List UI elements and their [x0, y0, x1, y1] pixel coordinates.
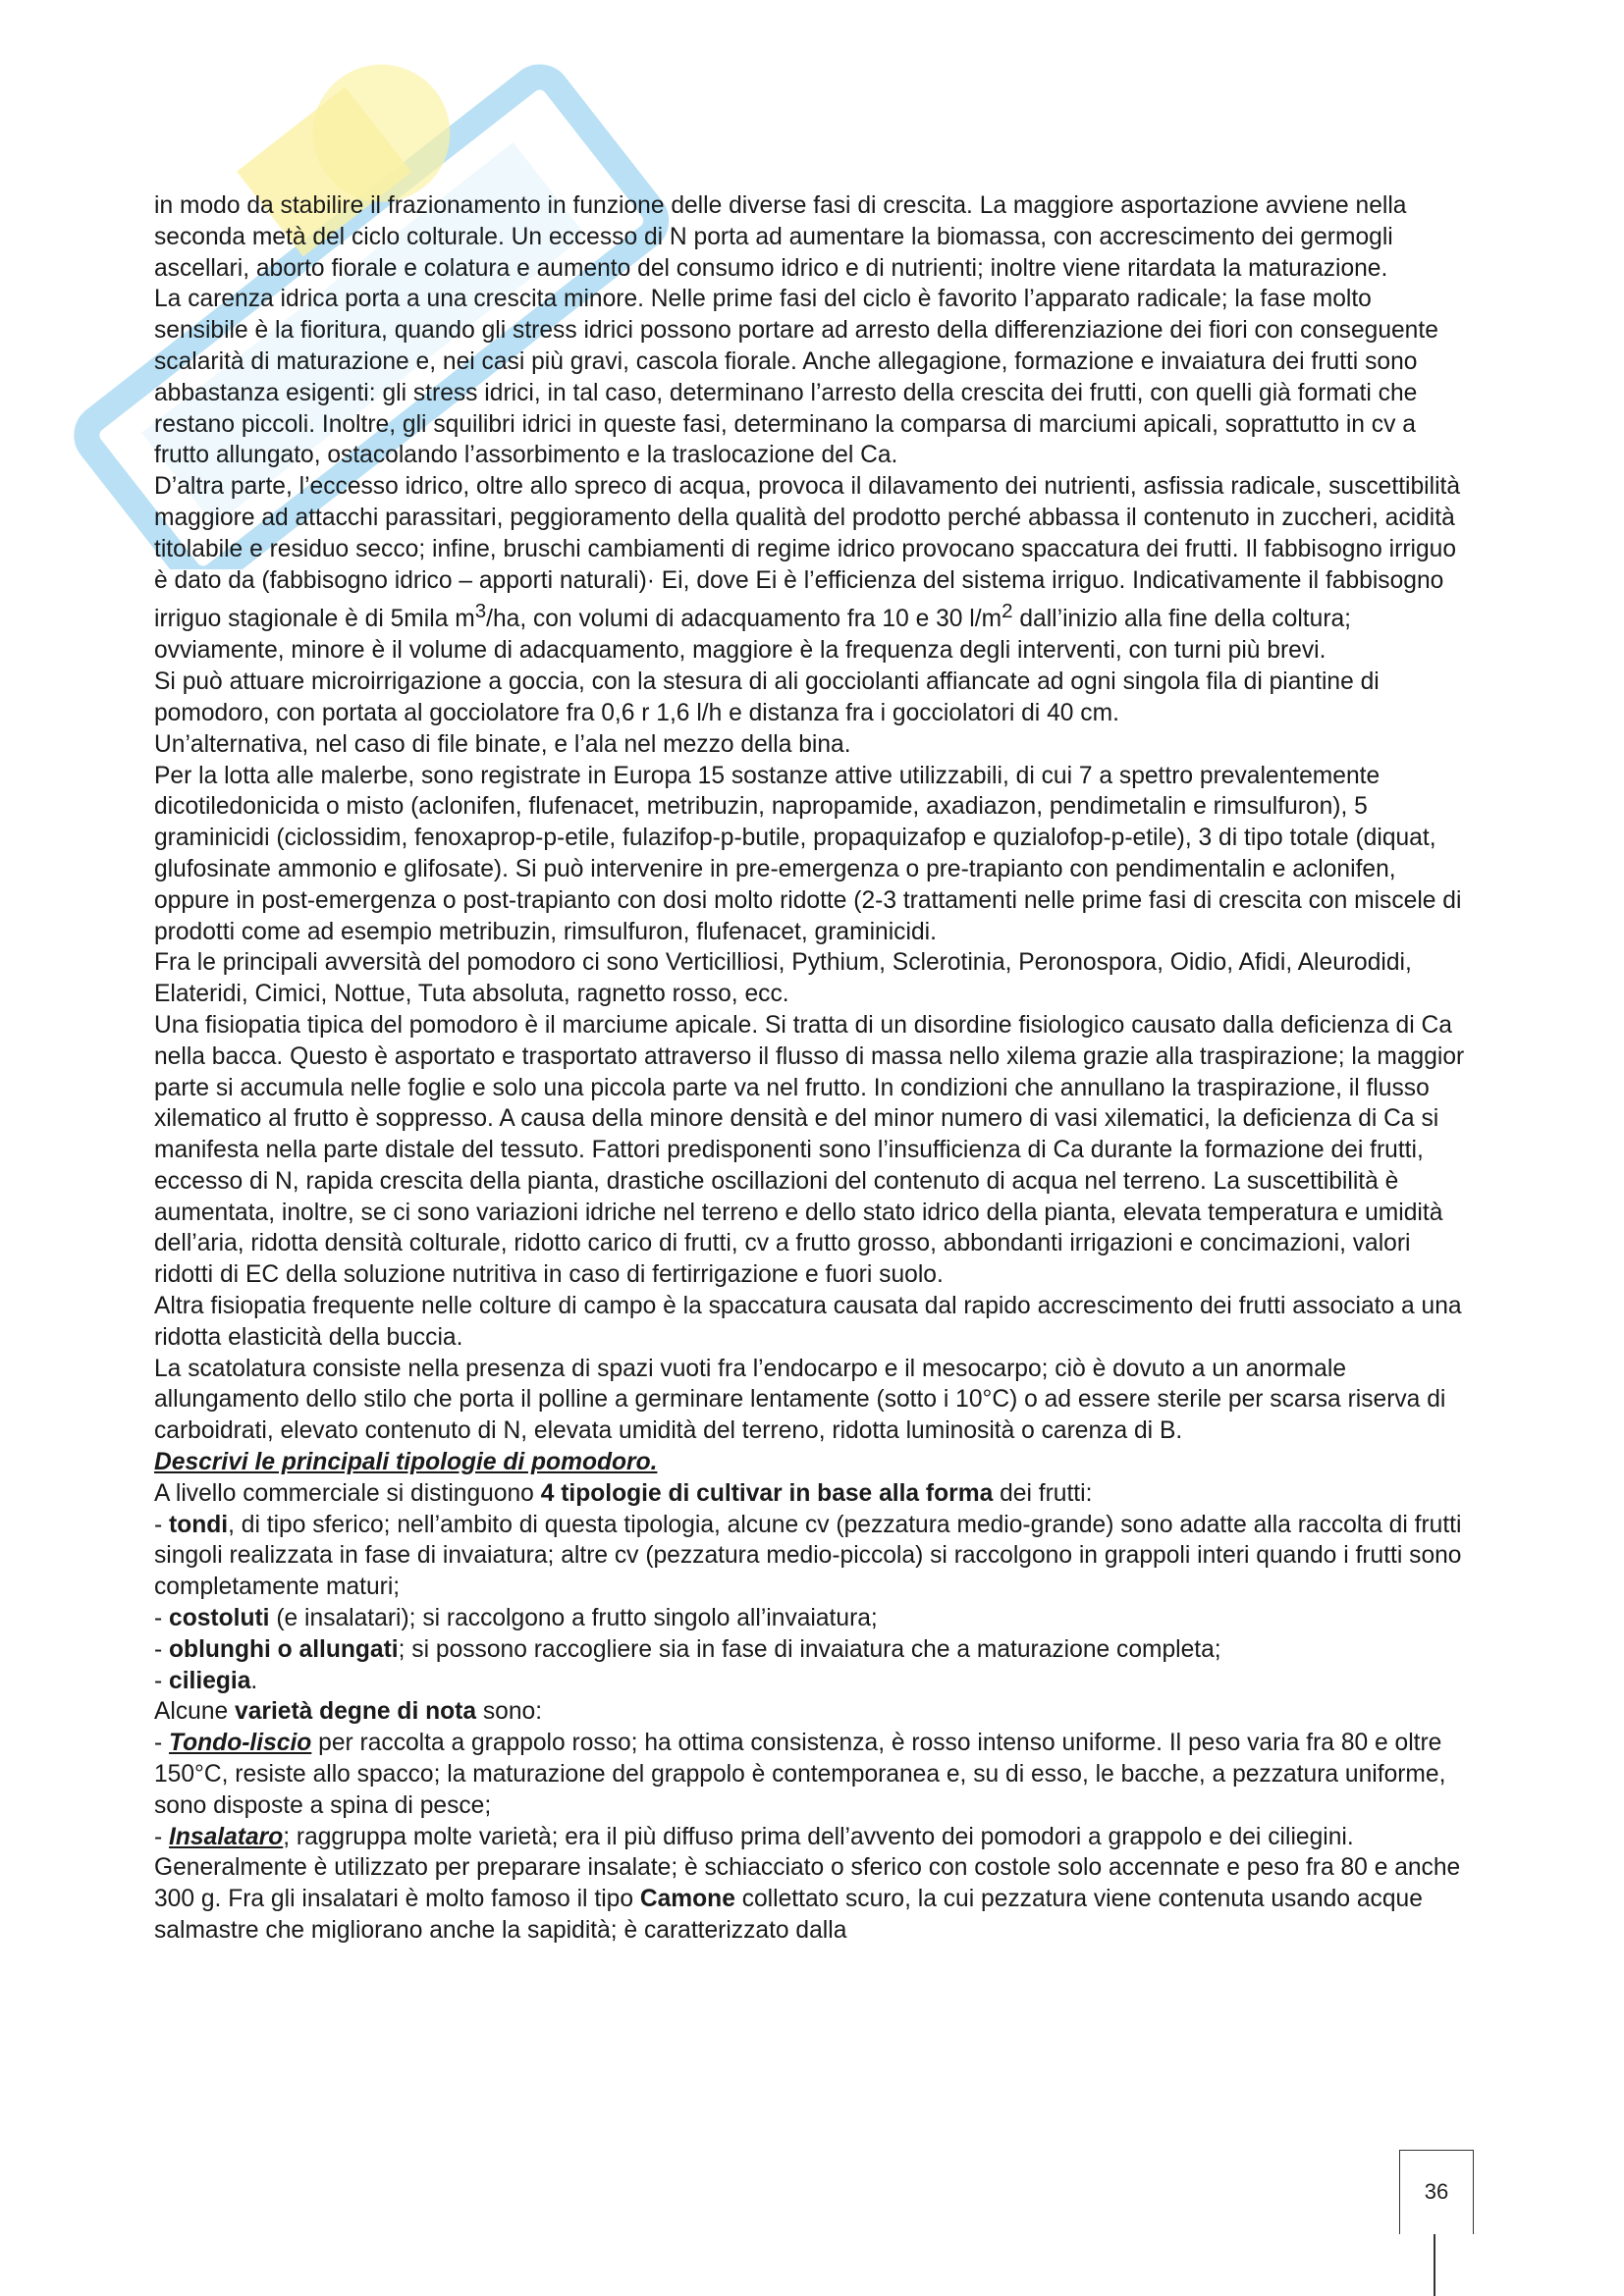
list-item: - Insalataro; raggruppa molte varietà; era il più diffuso prima dell’avvento dei pomodori a grappolo e dei ciliegini. Generalmente è utilizzato per preparare insalate; è schiacciato o sferico con costole solo accennate e peso fra 80 e anche 300 g. Fra gli insalatari è molto famoso il tipo Camone collettato scuro, la cui pezzatura viene contenuta usando acque salmastre che migliorano anche la sapidità; è caratterizzato dalla	[154, 1823, 1461, 1945]
paragraph: Un’alternativa, nel caso di file binate, e l’ala nel mezzo della bina.	[154, 730, 851, 758]
paragraph: Si può attuare microirrigazione a goccia, con la stesura di ali gocciolanti affiancate ad ogni singola fila di piantine di pomodoro, con portata al gocciolatore fra 0,6 r 1,6 l/h e distanza fra i gocciolatori di 40 cm.	[154, 668, 1380, 726]
page-number-line	[1434, 2234, 1435, 2296]
document-body	[154, 190, 1470, 1947]
paragraph: La scatolatura consiste nella presenza di spazi vuoti fra l’endocarpo e il mesocarpo; ciò è dovuto a un anormale allungamento dello stilo che porta il polline a germinare lentamente (sotto i 10°C) o ad essere sterile per scarsa riserva di carboidrati, elevato contenuto di N, elevata umidità del terreno, ridotta luminosità o carenza di B.	[154, 1355, 1446, 1445]
paragraph: Una fisiopatia tipica del pomodoro è il marciume apicale. Si tratta di un disordine fisiologico causato dalla deficienza di Ca nella bacca. Questo è asportato e trasportato attraverso il flusso di massa nello xilema grazie alla traspirazione; la maggior parte si accumula nelle foglie e solo una piccola parte va nel frutto. In condizioni che annullano la traspirazione, il flusso xilematico al frutto è soppresso. A causa della minore densità e del minor numero di vasi xilematici, la deficienza di Ca si manifesta nella parte distale del tessuto. Fattori predisponenti sono l’insufficienza di Ca durante la formazione dei frutti, eccesso di N, rapida crescita della pianta, drastiche oscillazioni del contenuto di acqua nel terreno. La suscettibilità è aumentata, inoltre, se ci sono variazioni idriche nel terreno e dello stato idrico della pianta, elevata temperatura e umidità dell’aria, ridotta densità colturale, ridotto carico di frutti, cv a frutto grosso, abbondanti irrigazioni e concimazioni, valori ridotti di EC della soluzione nutritiva in caso di fertirrigazione e fuori suolo.	[154, 1011, 1465, 1289]
paragraph: Per la lotta alle malerbe, sono registrate in Europa 15 sostanze attive utilizzabili, di cui 7 a spettro prevalentemente dicotiledonicida o misto (aclonifen, flufenacet, metribuzin, napropamide, axadiazon, pendimetalin e rimsulfuron), 5 graminicidi (ciclossidim, fenoxaprop-p-etile, fulazifop-p-butile, propaquizafop e quzialofop-p-etile), 3 di tipo totale (diquat, glufosinate ammonio e glifosate). Si può intervenire in pre-emergenza o pre-trapianto con pendimentalin e aclonifen, oppure in post-emergenza o post-trapianto con dosi molto ridotte (2-3 trattamenti nelle prime fasi di crescita con miscele di prodotti come ad esempio metribuzin, rimsulfuron, flufenacet, graminicidi.	[154, 762, 1462, 945]
paragraph: in modo da stabilire il frazionamento in funzione delle diverse fasi di crescita. La maggiore asportazione avviene nella seconda metà del ciclo colturale. Un eccesso di N porta ad aumentare la biomassa, con accrescimento dei germogli ascellari, aborto fiorale e colatura e aumento del consumo idrico e di nutrienti; inoltre viene ritardata la maturazione.	[154, 192, 1407, 282]
paragraph: La carenza idrica porta a una crescita minore. Nelle prime fasi del ciclo è favorito l’apparato radicale; la fase molto sensibile è la fioritura, quando gli stress idrici possono portare ad arresto della differenziazione dei fiori con conseguente scalarità di maturazione e, nei casi più gravi, cascola fiorale. Anche allegagione, formazione e invaiatura dei frutti sono abbastanza esigenti: gli stress idrici, in tal caso, determinano l’arresto della crescita dei frutti, con quelli già formati che restano piccoli. Inoltre, gli squilibri idrici in queste fasi, determinano la comparsa di marciumi apicali, soprattutto in cv a frutto allungato, ostacolando l’assorbimento e la traslocazione del Ca.	[154, 286, 1438, 469]
paragraph: Fra le principali avversità del pomodoro ci sono Verticilliosi, Pythium, Sclerotinia, Peronospora, Oidio, Afidi, Aleurodidi, Elateridi, Cimici, Nottue, Tuta absoluta, ragnetto rosso, ecc.	[154, 949, 1412, 1008]
page-number: 36	[1424, 2179, 1449, 2204]
list-item: - tondi, di tipo sferico; nell’ambito di questa tipologia, alcune cv (pezzatura medio-grande) sono adatte alla raccolta di frutti singoli realizzata in fase di invaiatura; altre cv (pezzatura medio-piccola) si raccolgono in grappoli interi quando i frutti sono completamente maturi;	[154, 1511, 1462, 1601]
list-item: - ciliegia.	[154, 1667, 258, 1694]
section-heading: Descrivi le principali tipologie di pomodoro.	[154, 1449, 658, 1476]
list-item: - Tondo-liscio per raccolta a grappolo rosso; ha ottima consistenza, è rosso intenso uniforme. Il peso varia fra 80 e oltre 150°C, resiste allo spacco; la maturazione del grappolo è contemporanea e, su di esso, le bacche, a pezzatura uniforme, sono disposte a spina di pesce;	[154, 1730, 1446, 1819]
paragraph: D’altra parte, l’eccesso idrico, oltre allo spreco di acqua, provoca il dilavamento dei nutrienti, asfissia radicale, suscettibilità maggiore ad attacchi parassitari, peggioramento della qualità del prodotto perché abbassa il contenuto in zuccheri, acidità titolabile e residuo secco; infine, bruschi cambiamenti di regime idrico provocano spaccatura dei frutti. Il fabbisogno irriguo è dato da (fabbisogno idrico – apporti naturali)· Ei, dove Ei è l’efficienza del sistema irriguo. Indicativamente il fabbisogno irriguo stagionale è di 5mila $m^3/ha$, con volumi di adacquamento fra 10 e 30 $l/m^2$ dall’inizio alla fine della coltura; ovviamente, minore è il volume di adacquamento, maggiore è la frequenza degli interventi, con turni più brevi.	[154, 473, 1461, 665]
list-item: - costoluti (e insalatari); si raccolgono a frutto singolo all’invaiatura;	[154, 1605, 878, 1632]
paragraph: A livello commerciale si distinguono 4 tipologie di cultivar in base alla forma dei frutti:	[154, 1479, 1093, 1507]
list-item: - oblunghi o allungati; si possono raccogliere sia in fase di invaiatura che a maturazione completa;	[154, 1635, 1221, 1663]
paragraph: Alcune varietà degne di nota sono:	[154, 1698, 543, 1726]
paragraph: Altra fisiopatia frequente nelle colture di campo è la spaccatura causata dal rapido accrescimento dei frutti associato a una ridotta elasticità della buccia.	[154, 1293, 1462, 1351]
